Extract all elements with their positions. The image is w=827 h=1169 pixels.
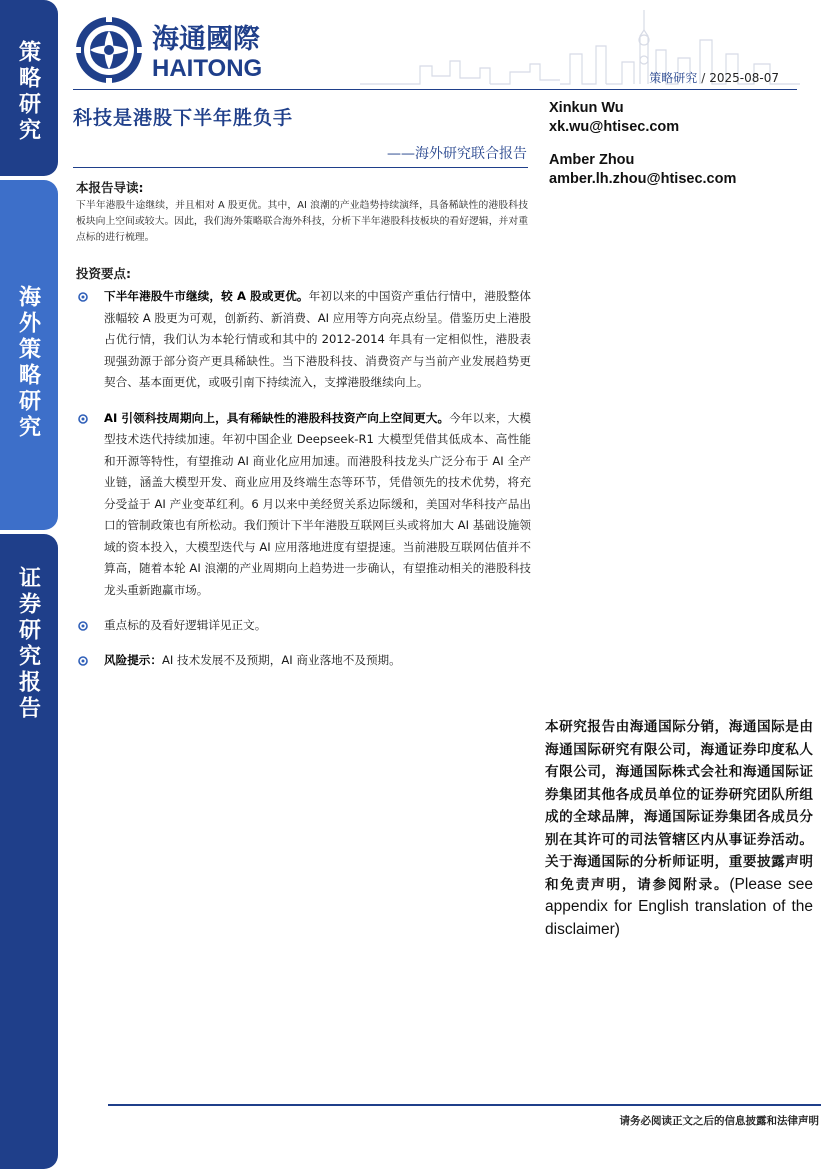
- header-category-date: [649, 69, 779, 86]
- investment-heading: 投资要点:: [76, 266, 131, 281]
- point-text: 重点标的及看好逻辑详见正文。: [104, 618, 267, 632]
- sidebar-label-report: 证券研究报告: [15, 566, 42, 722]
- circle-bullet-icon: [78, 414, 88, 424]
- header-date: 2025-08-07: [709, 71, 779, 85]
- author-entry: [549, 99, 736, 137]
- point-highlight: AI 引领科技周期向上，具有稀缺性的港股科技资产向上空间更大。: [104, 410, 450, 425]
- risk-text: AI 技术发展不及预期，AI 商业落地不及预期。: [161, 652, 401, 667]
- intro-heading: 本报告导读:: [76, 180, 144, 195]
- author-list: [549, 99, 736, 203]
- investment-point-risk: [76, 650, 531, 672]
- header-separator: /: [701, 71, 706, 85]
- point-text: 年初以来的中国资产重估行情中，港股整体涨幅较 A 股更为可观，创新药、新消费、AI 应用等方向亮点纷呈。借鉴历史上港股占优行情，我们认为本轮行情或和其中的 2012-2014 年具有一定相似性，港股表现强劲源于部分资产更具稀缺性。当下港股科技、消费资产与当前产业发展趋势更契合、基本面更优，或吸引南下持续流入，支撑港股继续向上。: [104, 289, 531, 389]
- logo-english-text: HAITONG: [152, 55, 263, 82]
- sidebar-category-report: [0, 534, 58, 1169]
- author-email[interactable]: xk.wu@htisec.com: [549, 119, 680, 135]
- sidebar-category-strategy: [0, 0, 58, 176]
- header-category: 策略研究: [649, 71, 698, 85]
- report-title: 科技是港股下半年胜负手: [73, 107, 294, 129]
- circle-bullet-icon: [78, 621, 88, 631]
- intro-text: 下半年港股牛途继续，并且相对 A 股更优。其中，AI 浪潮的产业趋势持续演绎，具备稀缺性的港股科技板块向上空间或较大。因此，我们海外策略联合海外科技，分析下半年港股科技板块的看好逻辑，并对重点标的进行梳理。: [76, 200, 528, 243]
- investment-point: [76, 408, 531, 602]
- author-entry: [549, 151, 736, 189]
- investment-points: [76, 286, 531, 671]
- logo-chinese-text: 海通國際: [152, 24, 260, 55]
- circle-bullet-icon: [78, 656, 88, 666]
- title-divider: [73, 167, 528, 168]
- investment-point: [76, 615, 531, 637]
- disclaimer-box: [545, 716, 813, 941]
- sidebar: [0, 0, 58, 1169]
- author-name: Amber Zhou: [549, 152, 635, 168]
- author-name: Xinkun Wu: [549, 100, 624, 116]
- point-text: 今年以来，大模型技术迭代持续加速。年初中国企业 Deepseek-R1 大模型凭借其低成本、高性能和开源等特性，有望推动 AI 商业化应用加速。而港股科技龙头广泛分布于 AI 全产业链，涵盖大模型开发、商业应用及终端生态等环节，凭借领先的技术优势，将充分受益于 AI 产业变革红利。6 月以来中美经贸关系边际缓和，美国对华科技产品出口的管制政策也有所松动。我们预计下半年港股互联网巨头或将加大 AI 基础设施领域的资本投入，大模型迭代与 AI 应用落地进度有望提速。当前港股互联网估值并不算高，随着本轮 AI 浪潮的产业周期向上趋势进一步确认，有望推动相关的港股科技龙头重新跑赢市场。: [104, 410, 531, 597]
- haitong-emblem-icon: [73, 14, 145, 86]
- point-highlight: 下半年港股牛市继续，较 A 股或更优。: [104, 289, 309, 303]
- footer-notice: 请务必阅读正文之后的信息披露和法律声明: [619, 1115, 819, 1127]
- risk-label: 风险提示：: [104, 652, 162, 667]
- circle-bullet-icon: [78, 292, 88, 302]
- report-subtitle: ——海外研究联合报告: [387, 146, 527, 162]
- investment-point: [76, 286, 531, 394]
- haitong-logo: [73, 14, 283, 86]
- footer-divider: [108, 1104, 821, 1106]
- disclaimer-chinese: 本研究报告由海通国际分销，海通国际是由海通国际研究有限公司，海通证券印度私人有限公司，海通国际株式会社和海通国际证券集团其他各成员单位的证券研究团队所组成的全球品牌，海通国际证券集团各成员分别在其许可的司法管辖区内从事证券活动。关于海通国际的分析师证明，重要披露声明和免责声明，请参阅附录。: [545, 719, 813, 893]
- sidebar-label-strategy: 策略研究: [15, 40, 42, 144]
- sidebar-category-overseas: [0, 180, 58, 530]
- header-divider: [73, 89, 797, 90]
- disclaimer-english: (Please see appendix for English translation of the disclaimer): [545, 875, 813, 938]
- sidebar-label-overseas: 海外策略研究: [15, 285, 42, 441]
- author-email[interactable]: amber.lh.zhou@htisec.com: [549, 171, 737, 187]
